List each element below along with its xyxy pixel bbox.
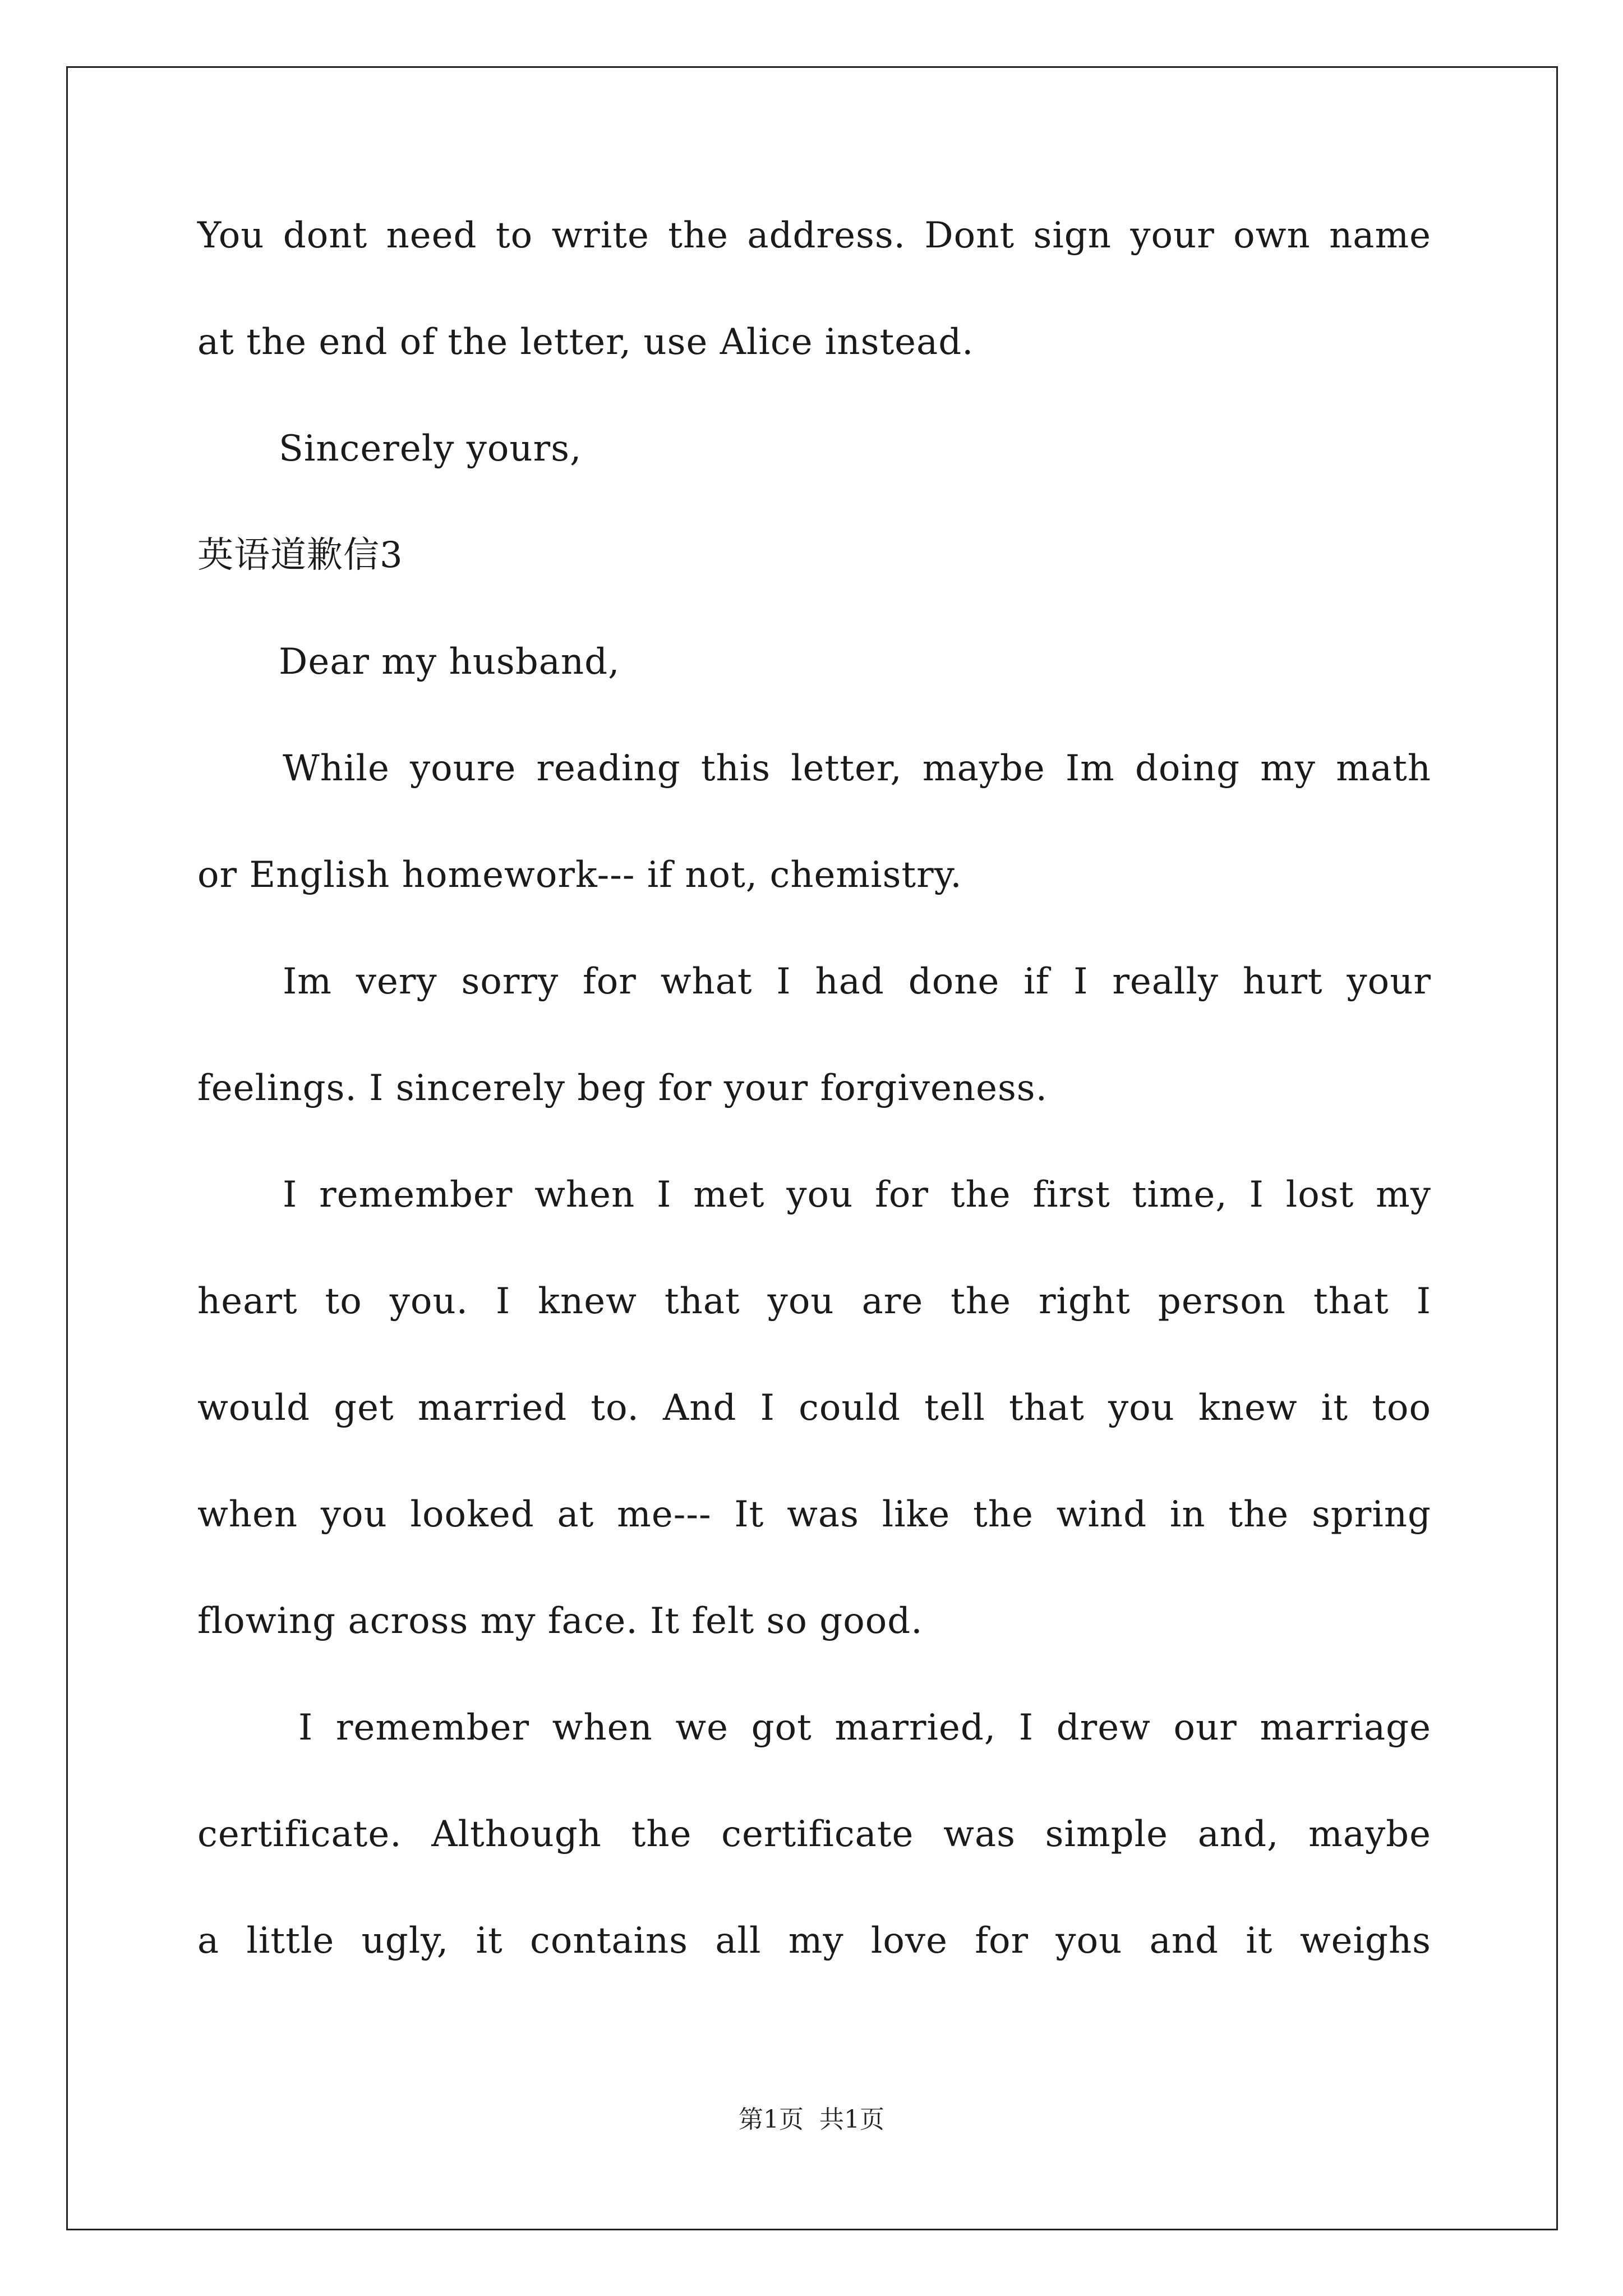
text-line: would get married to. And I could tell that you knew it too: [197, 1387, 1431, 1429]
page-border: [66, 66, 1558, 2230]
text-line: or English homework--- if not, chemistry.: [197, 854, 962, 896]
page-footer: 第1页 共1页: [739, 2105, 884, 2134]
text-line: a little ugly, it contains all my love for you and it weighs: [197, 1920, 1431, 1962]
text-line: While youre reading this letter, maybe Im doing my math: [283, 748, 1431, 789]
text-line: Im very sorry for what I had done if I really hurt your: [283, 961, 1431, 1002]
salutation: Dear my husband,: [279, 641, 620, 683]
text-line: I remember when we got married, I drew our marriage: [298, 1707, 1431, 1749]
closing-line: Sincerely yours,: [279, 428, 582, 470]
text-line: when you looked at me--- It was like the wind in the spring: [197, 1494, 1431, 1535]
text-line: You dont need to write the address. Dont sign your own name: [197, 215, 1431, 256]
text-line: I remember when I met you for the first time, I lost my: [283, 1174, 1431, 1216]
text-line: feelings. I sincerely beg for your forgiveness.: [197, 1068, 1048, 1109]
section-heading: 英语道歉信3: [197, 535, 403, 576]
text-line: certificate. Although the certificate was simple and, maybe: [197, 1814, 1431, 1855]
text-line: heart to you. I knew that you are the right person that I: [197, 1281, 1431, 1322]
text-line: flowing across my face. It felt so good.: [197, 1600, 923, 1642]
text-line: at the end of the letter, use Alice instead.: [197, 321, 974, 363]
